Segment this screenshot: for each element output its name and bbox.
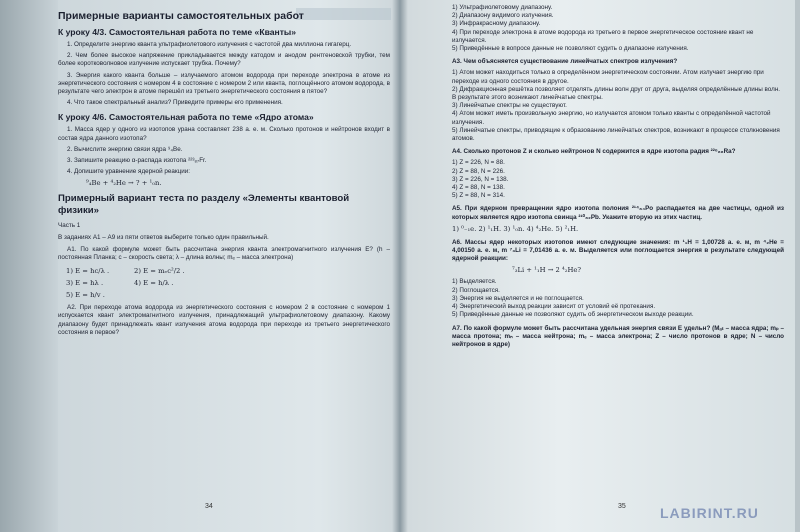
right-page-edge bbox=[795, 0, 800, 532]
section-heading-nucleus: К уроку 4/6. Самостоятельная работа по теме «Ядро атома» bbox=[58, 112, 314, 123]
test-instruction: В заданиях А1 – А9 из пяти ответов выберите только один правильный. bbox=[58, 233, 269, 241]
a6-reaction: ⁷₃Li + ¹₁H → 2 ⁴₂He? bbox=[512, 266, 582, 275]
left-page-edge bbox=[0, 0, 58, 532]
a3-option-3: 3) Линейчатые спектры не существуют. bbox=[452, 102, 567, 110]
question-a6: А6. Массы ядер некоторых изотопов имеют следующие значения: m ¹₁H = 1,00728 а. е. м, m ⁴₂He = 4,00150 а. е. м, m ⁷₃Li = 7,01436 а. е. м. Выделяется или поглощается энергия в результате следующей ядерной реакции: bbox=[452, 238, 784, 263]
a6-options bbox=[452, 278, 784, 319]
page-number-right: 35 bbox=[618, 503, 626, 510]
a2-option-2: 2) Диапазону видимого излучения. bbox=[452, 12, 554, 20]
a1-options bbox=[66, 265, 390, 301]
s1-item-3: 3. Энергия какого кванта больше – излучаемого атомом водорода при переходе электрона в атоме из энергетического состояния с номером 4 в состояние с номером 2 или кванта, поглощённого атомом водорода, в результате чего электрон в атоме перешёл из третьего энергетического состояния в пятое? bbox=[58, 71, 390, 96]
a6-option-1: 1) Выделяется. bbox=[452, 278, 497, 286]
s1-item-2: 2. Чем более высокое напряжение прикладывается между катодом и анодом рентгеновской трубки, тем более коротковолновое излучение испускает трубка. Почему? bbox=[58, 52, 390, 68]
s2-item-2: 2. Вычислите энергию связи ядра ⁹₄Be. bbox=[67, 145, 183, 153]
a3-option-2: 2) Дифракционная решётка позволяет отделять длины волн друг от друга, выделяя определённые длины волн. В результате этого возникают линейчатые спектры. bbox=[452, 85, 781, 102]
a4-option-3: 3) Z = 226, N = 138. bbox=[452, 175, 509, 183]
a4-option-1: 1) Z = 226, N = 88. bbox=[452, 159, 505, 167]
a4-options bbox=[452, 159, 784, 200]
s2-item-1: 1. Масса ядер у одного из изотопов урана составляет 238 а. е. м. Сколько протонов и нейтронов входит в состав ядра данного изотопа? bbox=[58, 126, 390, 142]
a3-option-1: 1) Атом может находиться только в определённом энергетическом состоянии. Атом излучает энергию при переходе из одного состояния в другое. bbox=[452, 69, 764, 85]
s1-item-4: 4. Что такое спектральный анализ? Приведите примеры его применения. bbox=[67, 99, 283, 107]
a4-option-5: 5) Z = 88, N = 314. bbox=[452, 192, 505, 200]
question-a7: А7. По какой формуле может быть рассчитана удельная энергия связи E удельн? (Mₐₜ – масса ядра; mₚ – масса протона; mₙ – масса нейтрона; mₑ – масса электрона; Z – число протонов в ядре; N – число нейтронов в ядре) bbox=[452, 324, 784, 348]
a1-option-3: 3) E = hλ . bbox=[66, 279, 104, 288]
question-a4: А4. Сколько протонов Z и сколько нейтронов N содержится в ядре изотопа радия ²²⁶₈₈Ra? bbox=[452, 148, 736, 156]
a5-options: 1) ⁰₋₁e. 2) ¹₁H. 3) ¹₀n. 4) ⁴₂He. 5) ²₁H. bbox=[452, 224, 579, 233]
a3-option-4: 4) Атом может иметь произвольную энергию, но излучается атомом только кванты с определённой частотой излучения. bbox=[452, 110, 771, 126]
question-a1: А1. По какой формуле может быть рассчитана энергия кванта электромагнитного излучения E? (h – постоянная Планка; c – скорость света; λ – длина волны; mₑ – масса электрона) bbox=[58, 245, 390, 262]
a2-options bbox=[452, 4, 784, 53]
s2-item-3: 3. Запишите реакцию α-распада изотопа ²²³₈₇Fr. bbox=[67, 157, 207, 165]
a1-option-4: 4) E = h/λ . bbox=[134, 279, 174, 288]
question-a2: А2. При переходе атома водорода из энергетического состояния с номером 2 в состояние с номером 1 испускается квант электромагнитного излучения, принадлежащий ультрафиолетовому диапазону. Какому диапазону будет принадлежать квант излучения атома водорода при переходе из третьего энергетического состояния в первое? bbox=[58, 304, 390, 336]
section-heading-quanta: К уроку 4/3. Самостоятельная работа по теме «Кванты» bbox=[58, 27, 297, 37]
a2-option-3: 3) Инфракрасному диапазону. bbox=[452, 20, 541, 28]
page-number-left: 34 bbox=[205, 503, 213, 510]
page-title: Примерные варианты самостоятельных работ bbox=[58, 10, 304, 22]
a6-option-2: 2) Поглощается. bbox=[452, 286, 500, 294]
a6-option-3: 3) Энергия не выделяется и не поглощается. bbox=[452, 294, 584, 302]
a2-option-1: 1) Ультрафиолетовому диапазону. bbox=[452, 4, 553, 11]
s2-item-4: 4. Допишите уравнение ядерной реакции: bbox=[67, 168, 191, 176]
part-label: Часть 1 bbox=[58, 222, 81, 230]
question-a5: А5. При ядерном превращении ядро изотопа полония ²¹⁴₈₄Po распадается на две частицы, одной из которых является ядро изотопа свинца ²¹⁰₈₂Pb. Укажите вторую из этих частиц. bbox=[452, 205, 784, 221]
watermark-logo: LABIRINT.RU bbox=[660, 505, 759, 521]
a3-option-5: 5) Линейчатые спектры, приводящие к образованию линейчатых спектров, возникают в процессе столкновения атомов. bbox=[452, 126, 780, 143]
nuclear-reaction: ⁹₄Be + ⁴₂He → ? + ¹₀n. bbox=[86, 179, 162, 188]
left-page-column bbox=[58, 10, 390, 340]
s1-item-1: 1. Определите энергию кванта ультрафиолетового излучения с частотой два миллиона гигагерц. bbox=[67, 41, 352, 48]
a1-option-2: 2) E = mₑc²/2 . bbox=[134, 267, 185, 276]
test-title: Примерный вариант теста по разделу «Элементы квантовой физики» bbox=[58, 193, 350, 217]
a3-options bbox=[452, 69, 784, 143]
a4-option-4: 4) Z = 88, N = 138. bbox=[452, 184, 505, 192]
a1-option-5: 5) E = h/v . bbox=[66, 291, 105, 300]
question-a3: А3. Чем объясняется существование линейчатых спектров излучения? bbox=[452, 58, 678, 66]
a2-option-5: 5) Приведённые в вопросе данные не позволяют судить о диапазоне излучения. bbox=[452, 45, 689, 53]
a4-option-2: 2) Z = 88, N = 226. bbox=[452, 167, 505, 175]
a1-option-1: 1) E = hc/λ . bbox=[66, 267, 110, 276]
a6-option-4: 4) Энергетический выход реакции зависит от условий её протекания. bbox=[452, 303, 656, 311]
a6-option-5: 5) Приведённые данные не позволяют судить об энергетическом выходе реакции. bbox=[452, 311, 694, 319]
a2-option-4: 4) При переходе электрона в атоме водорода из третьего в первое энергетическое состояние квант не излучается. bbox=[452, 28, 754, 44]
right-page-column bbox=[452, 4, 784, 352]
